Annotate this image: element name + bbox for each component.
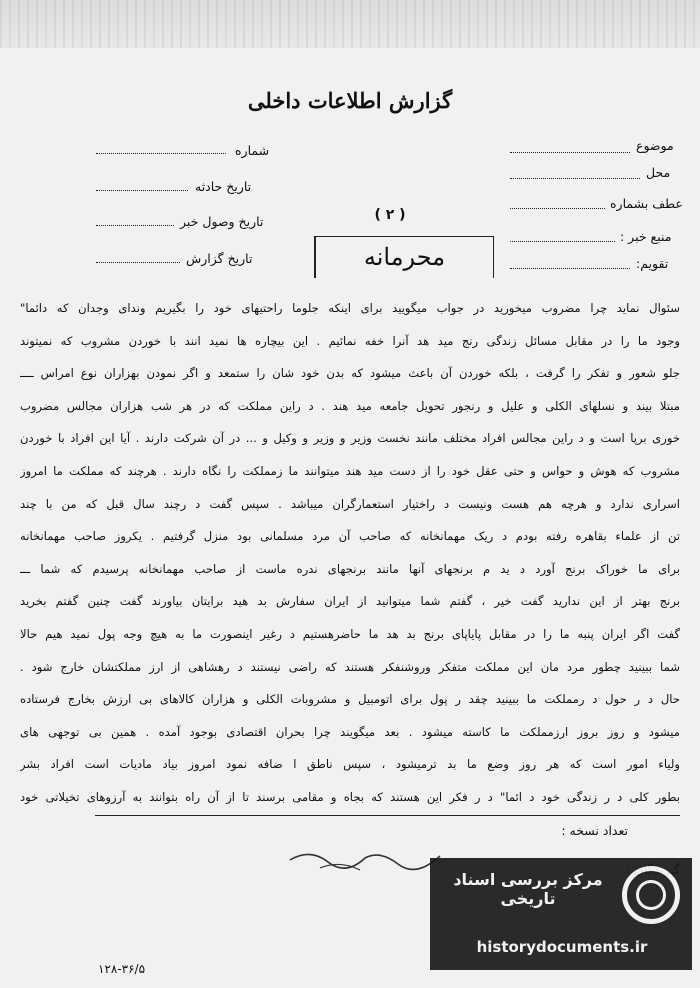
body-line: برنج بهتر از این ندارید گفت خیر ، گفتم شما میتوانید از ایران سفارش بد هید برایتان بیاورند گفت چنین گفتم بخرید — [20, 594, 680, 609]
document-number: ۱۲۸-۳۶/۵ — [98, 962, 146, 976]
body-line: شما ببینید چطور مرد مان این مملکت متفکر وروشنفکر هستند که راضی نیستند د رهشاهی از ارز مملکتشان خارج شود . — [20, 659, 680, 674]
body-line: ولیاء امور است که هر روز وضع ما بد ترمیشود ، سپس ناطق ا ضافه نمود امروز بیاد مادیات است افراد بشر — [20, 757, 680, 772]
body-line: وجود ما را در مقابل مسائل زندگی رنج مید هد آنرا خفه نمائیم . این بیچاره ها نمید انند با خوردن مشروب که نمیتوند — [20, 333, 680, 348]
field-source-label: منبع خبر : — [620, 229, 672, 244]
field-receipt-date-label: تاریخ وصول خبر — [180, 214, 264, 229]
scan-noise-strip — [0, 0, 700, 48]
report-body — [20, 292, 680, 814]
confidential-stamp: محرمانه — [314, 236, 494, 278]
field-report-date-line — [96, 262, 180, 263]
body-line: مبتلا بیند و نسلهای الکلی و علیل و رنجور تحویل جامعه مید هند . د راین مملکت که در هر شب هزاران مجالس مضروب — [20, 398, 680, 413]
archive-emblem-inner-icon — [636, 880, 666, 910]
watermark-url: historydocuments.ir — [476, 938, 648, 956]
body-line: گفت اگر ایران پنبه ما را در مقابل پایاپای برنج بد هد ما حاضرهستیم د رغیر اینصورت ما به هیچ وجه پول نمید هیم حالا — [20, 626, 680, 641]
field-calendar-line — [510, 268, 630, 269]
body-line: خوری برپا است و د راین مجالس افراد مختلف مانند نخست وزیر و وزیر و وکیل و ... در آن شرکت دارند . آیا این افراد با خوردن — [20, 431, 680, 446]
field-report-date-label: تاریخ گزارش — [186, 251, 253, 266]
footer-rule — [95, 815, 680, 816]
watermark-name: مرکز بررسی اسناد تاریخی — [453, 870, 603, 908]
body-line: جلو شعور و تفکر را گرفت ، بلکه خوردن آن باعث میشود که بدن خود شان را ستمعد و اگر نمودن بهزاران نوع امراس ــــ — [20, 366, 680, 381]
body-line: حال د ر حول د رمملکت ما ببینید چقد ر پول برای اتومبیل و مشروبات الکلی و هزاران کالاهای بی ارزش بخارج فرستاده — [20, 692, 680, 707]
field-receipt-date-line — [96, 225, 174, 226]
body-line: سئوال نماید چرا مضروب میخورید در جواب میگویید برای اینکه جلوما راحتیهای خود را بگیریم وندای وجدان که دائما" — [20, 301, 680, 315]
field-reference-label: عطف بشماره — [610, 196, 683, 211]
field-incident-date-label: تاریخ حادثه — [195, 179, 252, 194]
field-location-line — [510, 178, 640, 179]
field-location-label: محل — [646, 165, 671, 180]
page-number: ( ۲ ) — [374, 207, 406, 223]
field-reference-line — [510, 208, 605, 209]
body-line: برای ما خوراک برنج آورد د ید م برنجهای آنها مانند برنجهای ندره ماست از صاحب مهمانخانه پرسیدم که شما ـــ — [20, 561, 680, 576]
body-line: اسراری ندارد و هرچه هم هست ونیست د راختیار استعمارگران میباشد . سپس گفت د رچند سال قبل که من با چند — [20, 496, 680, 511]
field-incident-date-line — [96, 190, 188, 191]
signature-scribble — [280, 840, 450, 874]
field-subject-label: موضوع — [636, 138, 674, 153]
document-title: گزارش اطلاعات داخلی — [247, 88, 453, 113]
body-line: میشود و روز بروز ارزمملکت ما کاسته میشود . بعد میگویند چرا بحران اقتصادی بوجود آمده . همین بی توجهی های — [20, 724, 680, 739]
body-line: مشروب که هوش و حواس و حتی عقل خود را از دست مید هند میتوانند ما زمملکت را نگاه دارند . هرچند که مملکت ما امروز — [20, 463, 680, 478]
body-line: تن از علماء بقاهره رفته بودم د ریک مهمانخانه که صاحب آن مرد مسلمانی بود منزل گرفتیم . یکروز صاحب مهمانخانه — [20, 529, 680, 544]
field-number-label: شماره — [235, 143, 270, 158]
field-number-line — [96, 153, 226, 154]
copies-label: تعداد نسخه : — [561, 823, 628, 838]
field-source-line — [510, 241, 615, 242]
field-subject-line — [510, 152, 630, 153]
watermark-logo — [430, 858, 692, 970]
field-calendar-label: تقویم: — [636, 256, 669, 271]
body-line: بطور کلی د ر زندگی خود د ائما" د ر فکر این هستند که بجاه و مقامی برسند تا از آن راه بتوانند به آرزوهای تخیلاتی خود — [20, 789, 680, 804]
